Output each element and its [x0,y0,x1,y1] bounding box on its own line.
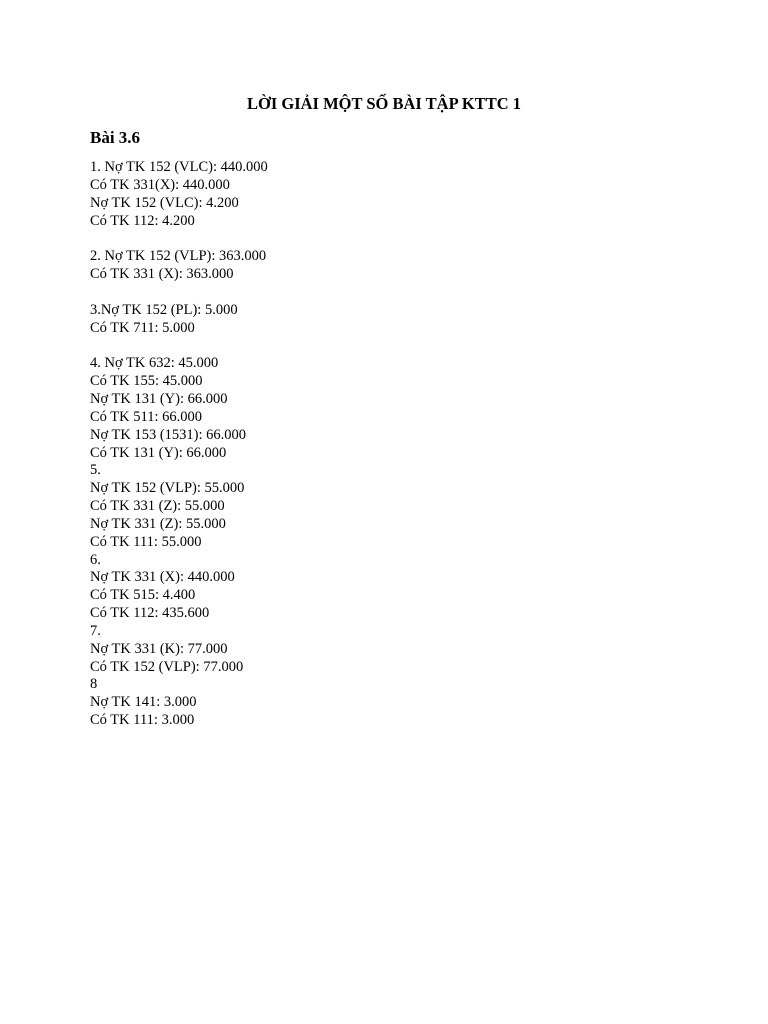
journal-entry-line: Nợ TK 153 (1531): 66.000 [90,426,247,443]
journal-entry-line: Có TK 131 (Y): 66.000 [90,444,227,461]
journal-entry-line: Nợ TK 331 (X): 440.000 [90,569,235,586]
exercise-solution-body [90,159,690,730]
journal-entry-line: 1. Nợ TK 152 (VLC): 440.000 [90,159,268,175]
journal-entry-line: Có TK 111: 3.000 [90,712,195,729]
journal-entry-line: Nợ TK 152 (VLC): 4.200 [90,194,239,211]
journal-entry-line: Có TK 155: 45.000 [90,373,203,390]
journal-entry-line: Có TK 515: 4.400 [90,587,196,604]
journal-entry-line: Có TK 112: 435.600 [90,605,210,622]
document-title: LỜI GIẢI MỘT SỐ BÀI TẬP KTTC 1 [247,94,521,113]
journal-entry-line: Nợ TK 131 (Y): 66.000 [90,390,228,407]
journal-entry-line: 2. Nợ TK 152 (VLP): 363.000 [90,248,267,265]
journal-entry-line: 3.Nợ TK 152 (PL): 5.000 [90,301,238,318]
journal-entry-line: 8 [90,676,98,693]
journal-entry-line: Nợ TK 141: 3.000 [90,694,197,711]
blank-line [90,230,690,248]
journal-entry-line: Nợ TK 331 (Z): 55.000 [90,515,226,532]
journal-entry-line: Có TK 152 (VLP): 77.000 [90,658,244,675]
blank-line [90,337,690,355]
journal-entry-line: Nợ TK 152 (VLP): 55.000 [90,480,245,497]
journal-entry-line: Có TK 511: 66.000 [90,408,202,425]
journal-entry-line: Có TK 331 (X): 363.000 [90,266,234,283]
journal-entry-line: Có TK 112: 4.200 [90,212,195,229]
journal-entry-line: 4. Nợ TK 632: 45.000 [90,355,219,372]
blank-line [90,284,690,302]
journal-entry-line: Nợ TK 331 (K): 77.000 [90,640,228,657]
journal-entry-line: Có TK 331 (Z): 55.000 [90,498,225,515]
journal-entry-line: 6. [90,551,101,568]
journal-entry-line: Có TK 331(X): 440.000 [90,176,230,193]
exercise-heading: Bài 3.6 [90,128,141,147]
journal-entry-line: Có TK 711: 5.000 [90,319,195,336]
journal-entry-line: 5. [90,462,101,479]
journal-entry-line: Có TK 111: 55.000 [90,533,202,550]
journal-entry-line: 7. [90,622,101,639]
